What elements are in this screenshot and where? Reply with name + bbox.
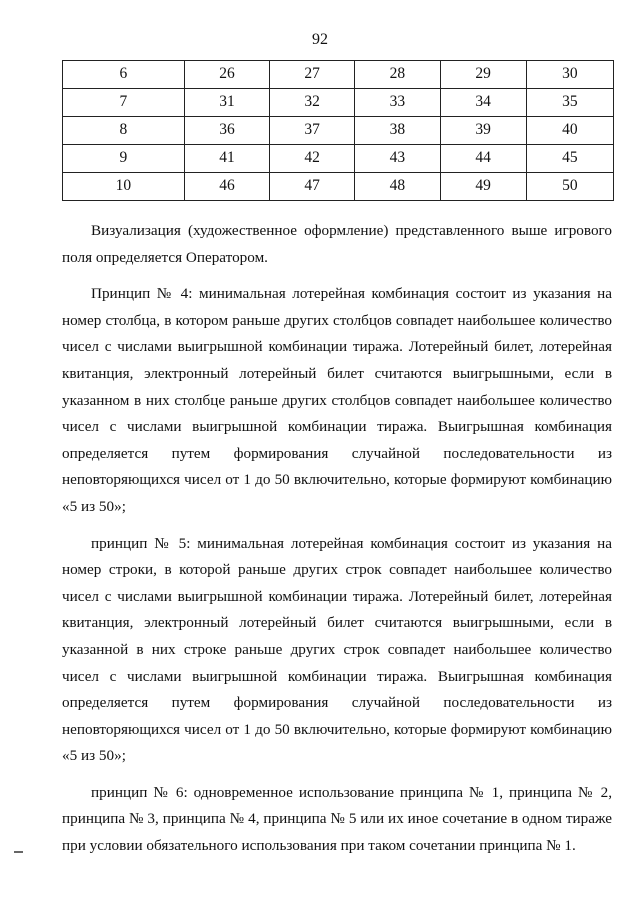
table-cell: 33 [355,89,440,117]
table-cell: 48 [355,173,440,201]
table-cell: 26 [184,61,269,89]
table-cell-row-number: 10 [63,173,185,201]
paragraph-principle-6: принцип № 6: одновременное использование принципа № 1, принципа № 2, принципа № 3, принципа № 4, принципа № 5 или их иное сочетание в одном тираже при условии обязательного использования при таком сочетании принципа № 1. [62,783,612,855]
table-cell: 39 [440,117,526,145]
table-cell: 49 [440,173,526,201]
table-cell: 36 [184,117,269,145]
table-cell: 37 [270,117,355,145]
table-cell: 41 [184,145,269,173]
table-cell: 38 [355,117,440,145]
table-cell: 43 [355,145,440,173]
paragraph-visualization: Визуализация (художественное оформление) представленного выше игрового поля определяется Оператором. [62,222,612,266]
table-cell-row-number: 6 [63,61,185,89]
table-cell: 28 [355,61,440,89]
table-cell: 29 [440,61,526,89]
table-cell: 32 [270,89,355,117]
game-field-table [62,60,614,201]
body-text [62,218,612,870]
paragraph-principle-5: принцип № 5: минимальная лотерейная комбинация состоит из указания на номер строки, в которой раньше других строк совпадет наибольшее количество чисел с числами выигрышной комбинации тиража. Лотерейный билет, лотерейная квитанция, электронный лотерейный билет считаются выигрышными, если в указанной в них строке раньше других строк совпадет наибольшее количество чисел с числами выигрышной комбинации тиража. Выигрышная комбинация определяется путем формирования случайной последовательности из неповторяющихся чисел от 1 до 50 включительно, которые формируют комбинацию «5 из 50»; [62,534,612,765]
table-cell-row-number: 9 [63,145,185,173]
table-cell: 30 [526,61,613,89]
table-cell: 31 [184,89,269,117]
page-number: 92 [312,31,328,48]
table-cell: 42 [270,145,355,173]
table-row [63,173,614,201]
table-cell: 46 [184,173,269,201]
table-cell: 35 [526,89,613,117]
table-cell: 44 [440,145,526,173]
table-cell-row-number: 7 [63,89,185,117]
table-cell-row-number: 8 [63,117,185,145]
table-row [63,89,614,117]
table-row [63,145,614,173]
table-cell: 45 [526,145,613,173]
table-row [63,117,614,145]
table-cell: 50 [526,173,613,201]
table-cell: 40 [526,117,613,145]
paragraph-principle-4: Принцип № 4: минимальная лотерейная комбинация состоит из указания на номер столбца, в котором раньше других столбцов совпадет наибольшее количество чисел с числами выигрышной комбинации тиража. Лотерейный билет, лотерейная квитанция, электронный лотерейный билет считаются выигрышными, если в указанном в них столбце раньше других столбцов совпадет наибольшее количество чисел с числами выигрышной комбинации тиража. Выигрышная комбинация определяется путем формирования случайной последовательности из неповторяющихся чисел от 1 до 50 включительно, которые формируют комбинацию «5 из 50»; [62,285,612,515]
table-cell: 27 [270,61,355,89]
table-cell: 34 [440,89,526,117]
table-row [63,61,614,89]
table-cell: 47 [270,173,355,201]
scan-artifact-mark [14,851,23,853]
